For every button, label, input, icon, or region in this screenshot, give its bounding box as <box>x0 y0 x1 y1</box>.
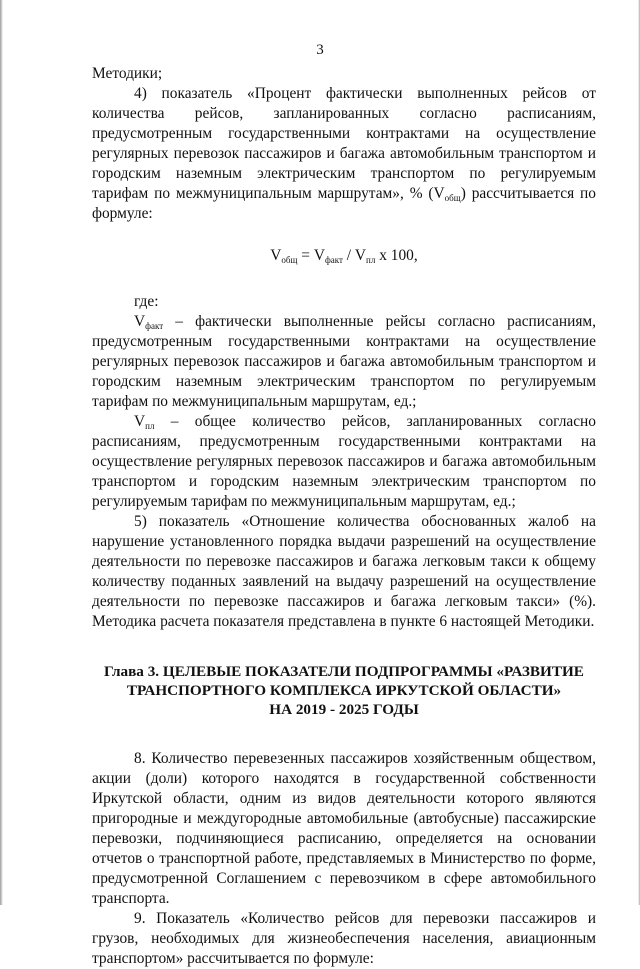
indicator-4-text: 4) показатель «Процент фактически выполненных рейсов от количества рейсов, запланированных согласно расписаниям, предусмотренным государственными контрактами на осуществление регулярных перевозок пассажиров и багажа автомобильным транспортом и городским наземным электрическим транспортом по регулируемым тарифам по межмуниципальным маршрутам», % (V <box>92 85 596 202</box>
paragraph-indicator-4 <box>92 84 596 224</box>
formula-v-plan-subscript: пл <box>366 255 376 265</box>
body-text <box>92 64 596 969</box>
definition-v-plan-text: – общее количество рейсов, запланированных согласно расписаниям, предусмотренным государственными контрактами на осуществление регулярных перевозок пассажиров и багажа автомобильным транспортом и городским наземным электрическим транспортом по регулируемым тарифам по межмуниципальным маршрутам, ед.; <box>92 413 596 510</box>
where-label: где: <box>134 293 159 310</box>
page-number: 3 <box>316 42 324 58</box>
formula-v-fact-symbol: = V <box>297 247 325 264</box>
formula-multiplier: x 100, <box>375 247 418 264</box>
formula-v-total-symbol: V <box>270 247 282 264</box>
chapter-heading-line-1: Глава 3. ЦЕЛЕВЫЕ ПОКАЗАТЕЛИ ПОДПРОГРАММЫ «РАЗВИТИЕ <box>104 663 584 680</box>
paragraph-9: 9. Показатель «Количество рейсов для перевозки пассажиров и грузов, необходимых для жизнеобеспечения населения, авиационным транспортом» рассчитывается по формуле: <box>92 910 596 967</box>
indicator-4-text-end: ) рассчитывается по формуле: <box>92 185 596 222</box>
definition-v-fact-text: – фактически выполненные рейсы согласно расписаниям, предусмотренным государственными контрактами на осуществление регулярных перевозок пассажиров и багажа автомобильным транспортом и городским наземным электрическим транспортом по регулируемым тарифам по межмуниципальным маршрутам, ед.; <box>92 313 596 410</box>
definition-v-fact-subscript: факт <box>145 321 164 331</box>
scan-edge-left <box>0 0 3 905</box>
formula-v-total-subscript: общ <box>281 255 298 265</box>
formula-v-plan-symbol: / V <box>342 247 367 264</box>
chapter-heading-line-2: ТРАНСПОРТНОГО КОМПЛЕКСА ИРКУТСКОЙ ОБЛАСТИ» <box>126 682 562 699</box>
definition-v-plan-symbol: V <box>134 413 146 430</box>
formula-v-total <box>92 246 596 266</box>
definition-v-fact <box>92 312 596 412</box>
chapter-heading <box>92 662 596 719</box>
paragraph-8: 8. Количество перевезенных пассажиров хозяйственным обществом, акции (доли) которого находятся в государственной собственности Иркутской области, одним из видов деятельности которого являются пригородные и междугородные автомобильные (автобусные) пассажирские перевозки, подчиняющиеся расписанию, определяется на основании отчетов о транспортной работе, представляемых в Министерство по форме, предусмотренной Соглашением с перевозчиком в сфере автомобильного транспорта. <box>92 750 596 907</box>
definition-v-fact-symbol: V <box>134 313 146 330</box>
indicator-4-subscript: общ <box>444 193 461 203</box>
definition-v-plan <box>92 412 596 512</box>
formula-v-fact-subscript: факт <box>324 255 343 265</box>
paragraph-methodology-end: Методики; <box>92 65 163 82</box>
paragraph-indicator-5: 5) показатель «Отношение количества обоснованных жалоб на нарушение установленного порядка выдачи разрешений на осуществление деятельности по перевозке пассажиров и багажа легковым такси к общему количеству поданных заявлений на выдачу разрешений на осуществление деятельности по перевозке пассажиров и багажа легковым такси» (%). Методика расчета показателя представлена в пункте 6 настоящей Методики. <box>92 513 596 630</box>
chapter-heading-line-3: НА 2019 - 2025 ГОДЫ <box>269 701 419 718</box>
definition-v-plan-subscript: пл <box>145 421 155 431</box>
